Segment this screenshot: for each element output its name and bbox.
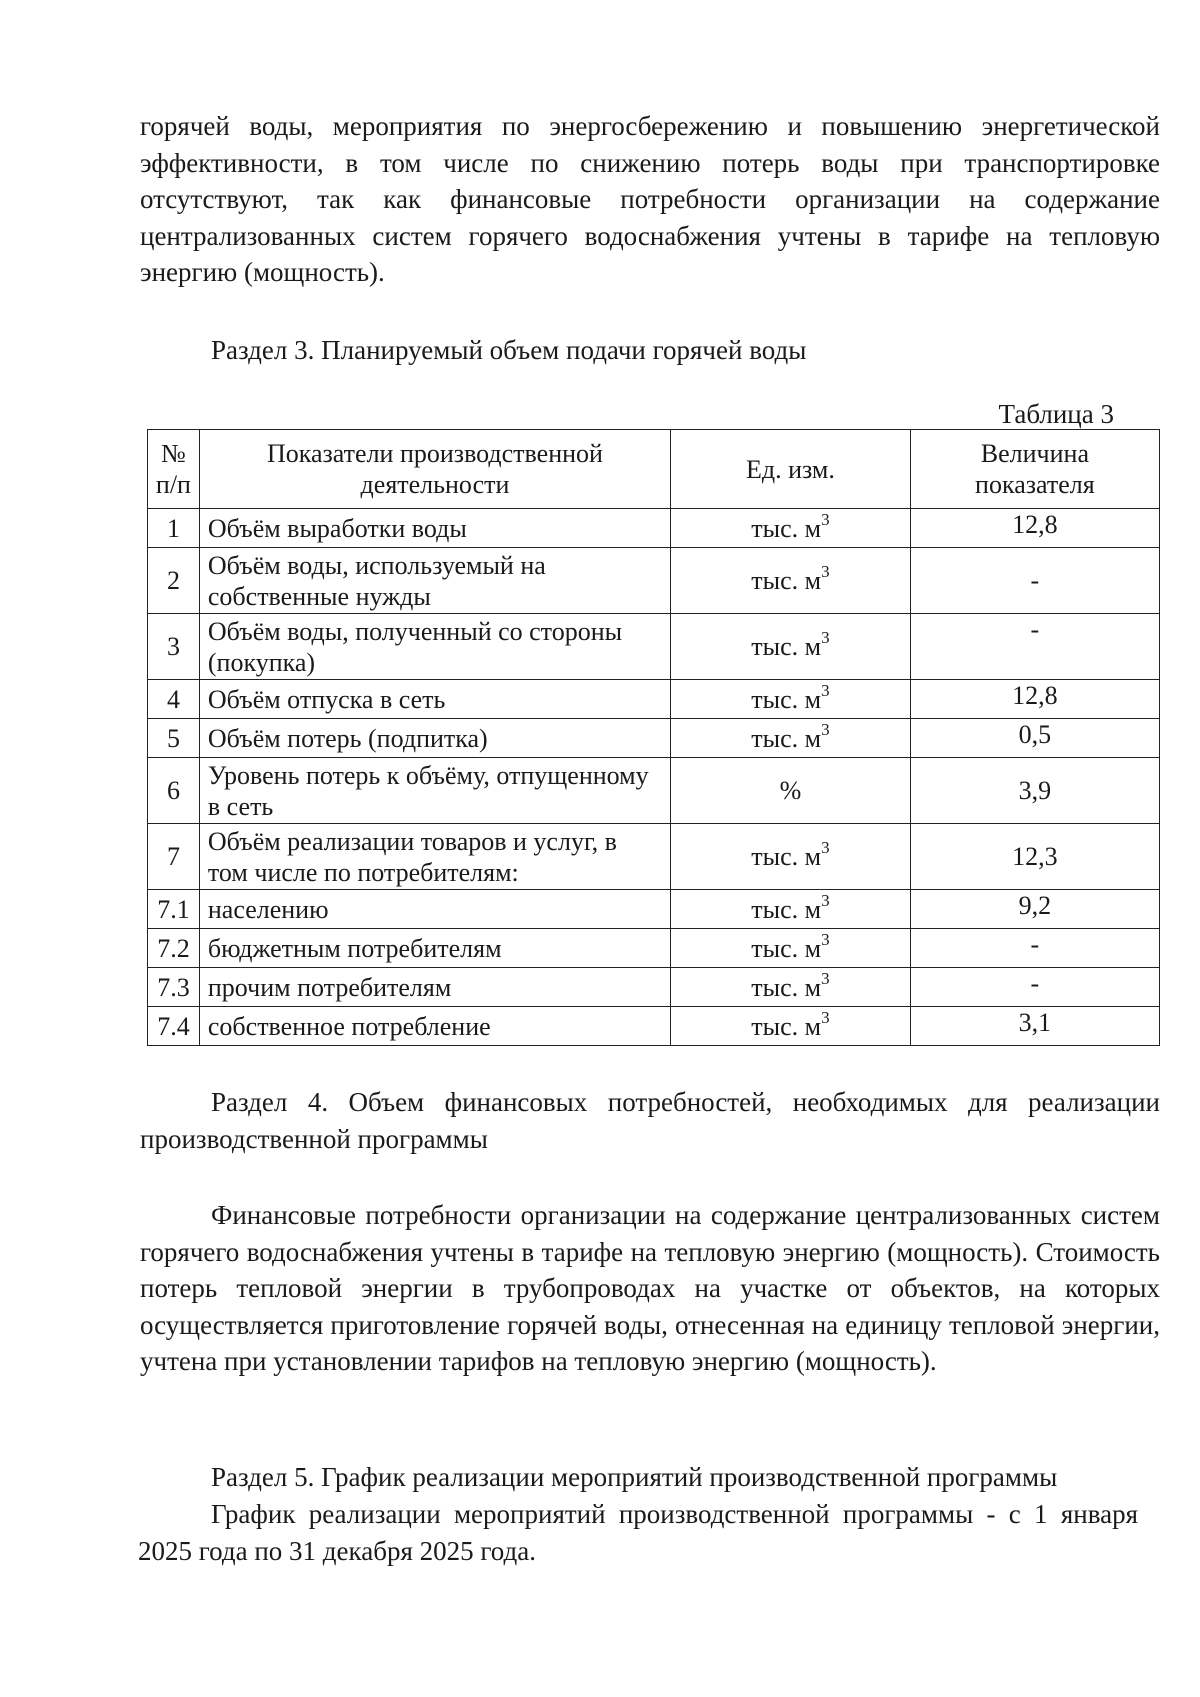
header-number xyxy=(148,430,200,509)
row-value: 0,5 xyxy=(910,719,1159,758)
section-5-title: Раздел 5. График реализации мероприятий производственной программы xyxy=(211,1462,1058,1492)
row-indicator: Объём потерь (подпитка) xyxy=(199,719,670,758)
row-number: 7.2 xyxy=(148,929,200,968)
table-row xyxy=(148,614,1160,680)
row-number: 6 xyxy=(148,758,200,824)
row-number: 7.3 xyxy=(148,968,200,1007)
table-row xyxy=(148,890,1160,929)
unit-superscript: 3 xyxy=(821,838,830,858)
row-value: 12,3 xyxy=(910,824,1159,890)
table-row xyxy=(148,758,1160,824)
row-indicator: Объём выработки воды xyxy=(199,509,670,548)
unit-superscript: 3 xyxy=(821,1007,830,1027)
row-unit xyxy=(671,509,911,548)
row-value: - xyxy=(910,614,1159,680)
section-4-paragraph: Финансовые потребности организации на содержание централизованных систем горячего водоснабжения учтены в тарифе на тепловую энергию (мощность). Стоимость потерь тепловой энергии в трубопроводах на участке от объектов, на которых осуществляется приготовление горячей воды, отнесенная на единицу тепловой энергии, учтена при установлении тарифов на тепловую энергию (мощность). xyxy=(140,1200,1160,1376)
unit-superscript: 3 xyxy=(821,680,830,700)
row-number: 7.4 xyxy=(148,1007,200,1046)
unit-text: тыс. м xyxy=(751,842,822,871)
table-row xyxy=(148,929,1160,968)
unit-text: тыс. м xyxy=(751,933,822,963)
table-row xyxy=(148,719,1160,758)
table-header-row xyxy=(148,430,1160,509)
intro-paragraph: горячей воды, мероприятия по энергосбережению и повышению энергетической эффективности, в том числе по снижению потерь воды при транспортировке отсутствуют, так как финансовые потребности организации на содержание централизованных систем горячего водоснабжения учтены в тарифе на тепловую энергию (мощность). xyxy=(140,111,1160,287)
row-indicator: прочим потребителям xyxy=(199,968,670,1007)
row-unit xyxy=(671,1007,911,1046)
table-row xyxy=(148,1007,1160,1046)
row-value: 12,8 xyxy=(910,509,1159,548)
row-value: - xyxy=(910,968,1159,1007)
row-indicator: Объём реализации товаров и услуг, в том числе по потребителям: xyxy=(199,824,670,890)
unit-text: тыс. м xyxy=(751,723,822,753)
unit-text: тыс. м xyxy=(751,972,822,1002)
row-indicator: Объём воды, полученный со стороны (покупка) xyxy=(199,614,670,680)
table-row xyxy=(148,824,1160,890)
row-unit xyxy=(671,968,911,1007)
row-number: 7 xyxy=(148,824,200,890)
unit-text: тыс. м xyxy=(751,1011,822,1041)
unit-text: тыс. м xyxy=(751,684,822,714)
header-value: Величина показателя xyxy=(910,430,1159,509)
table-row xyxy=(148,680,1160,719)
row-unit xyxy=(671,680,911,719)
table-row xyxy=(148,509,1160,548)
row-value: - xyxy=(910,548,1159,614)
row-value: 9,2 xyxy=(910,890,1159,929)
row-unit xyxy=(671,824,911,890)
section-3-title: Раздел 3. Планируемый объем подачи горячей воды xyxy=(211,335,807,365)
row-unit xyxy=(671,548,911,614)
unit-text: тыс. м xyxy=(751,513,822,543)
row-number: 2 xyxy=(148,548,200,614)
row-indicator: Объём воды, используемый на собственные нужды xyxy=(199,548,670,614)
unit-text: тыс. м xyxy=(751,632,822,661)
row-value: 3,9 xyxy=(910,758,1159,824)
row-number: 7.1 xyxy=(148,890,200,929)
row-unit xyxy=(671,758,911,824)
header-number-sign: № xyxy=(161,439,186,468)
row-indicator: бюджетным потребителям xyxy=(199,929,670,968)
section-4-title: Раздел 4. Объем финансовых потребностей, необходимых для реализации производственной программы xyxy=(140,1087,1160,1154)
row-value: - xyxy=(910,929,1159,968)
unit-superscript: 3 xyxy=(821,929,830,949)
header-unit: Ед. изм. xyxy=(671,430,911,509)
row-number: 3 xyxy=(148,614,200,680)
production-volume-table xyxy=(147,429,1160,1046)
row-number: 1 xyxy=(148,509,200,548)
unit-superscript: 3 xyxy=(821,509,830,529)
row-unit xyxy=(671,929,911,968)
row-value: 12,8 xyxy=(910,680,1159,719)
table-row xyxy=(148,968,1160,1007)
row-unit xyxy=(671,614,911,680)
unit-superscript: 3 xyxy=(821,628,830,648)
header-number-abbr: п/п xyxy=(155,470,191,499)
row-indicator: населению xyxy=(199,890,670,929)
unit-superscript: 3 xyxy=(821,719,830,739)
row-indicator: Объём отпуска в сеть xyxy=(199,680,670,719)
unit-superscript: 3 xyxy=(821,968,830,988)
row-value: 3,1 xyxy=(910,1007,1159,1046)
row-number: 5 xyxy=(148,719,200,758)
unit-superscript: 3 xyxy=(821,890,830,910)
row-indicator: собственное потребление xyxy=(199,1007,670,1046)
row-unit xyxy=(671,890,911,929)
unit-text: тыс. м xyxy=(751,894,822,924)
row-indicator: Уровень потерь к объёму, отпущенному в сеть xyxy=(199,758,670,824)
header-indicator: Показатели производственной деятельности xyxy=(199,430,670,509)
row-unit xyxy=(671,719,911,758)
section-5-paragraph: График реализации мероприятий производственной программы - с 1 января 2025 года по 31 декабря 2025 года. xyxy=(138,1499,1138,1566)
unit-text: тыс. м xyxy=(751,566,822,595)
unit-text: % xyxy=(779,776,802,805)
row-number: 4 xyxy=(148,680,200,719)
table-caption: Таблица 3 xyxy=(998,399,1114,429)
table-row xyxy=(148,548,1160,614)
unit-superscript: 3 xyxy=(821,562,830,582)
